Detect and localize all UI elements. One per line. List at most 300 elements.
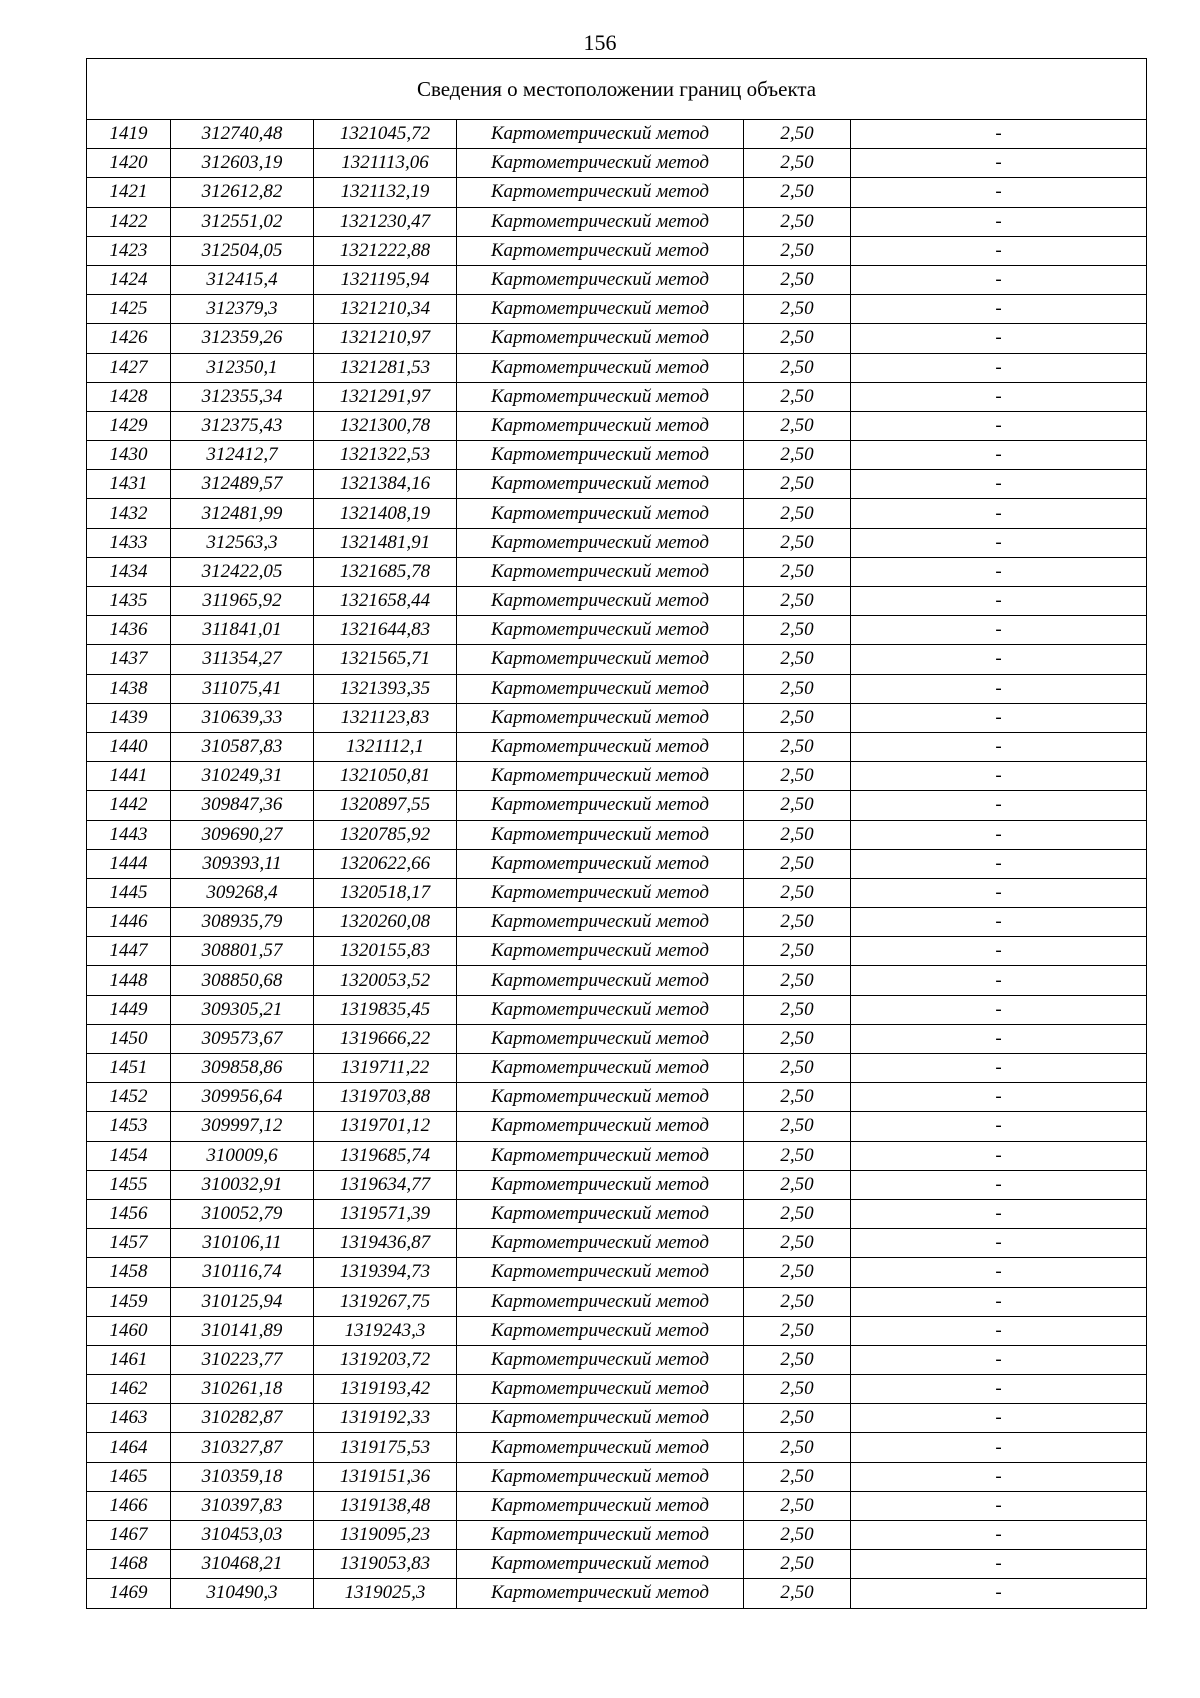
- point-number-cell: 1433: [87, 528, 171, 557]
- point-number-cell: 1462: [87, 1375, 171, 1404]
- y-coordinate-cell: 1320053,52: [314, 966, 457, 995]
- description-cell: -: [851, 937, 1147, 966]
- point-number-cell: 1458: [87, 1258, 171, 1287]
- y-coordinate-cell: 1319711,22: [314, 1054, 457, 1083]
- method-cell: Картометрический метод: [457, 324, 744, 353]
- point-number-cell: 1422: [87, 207, 171, 236]
- y-coordinate-cell: 1319151,36: [314, 1462, 457, 1491]
- accuracy-cell: 2,50: [744, 382, 851, 411]
- table-row: [87, 587, 1147, 616]
- accuracy-cell: 2,50: [744, 470, 851, 499]
- accuracy-cell: 2,50: [744, 1258, 851, 1287]
- description-cell: -: [851, 820, 1147, 849]
- point-number-cell: 1443: [87, 820, 171, 849]
- y-coordinate-cell: 1319835,45: [314, 995, 457, 1024]
- y-coordinate-cell: 1319025,3: [314, 1579, 457, 1608]
- description-cell: -: [851, 178, 1147, 207]
- x-coordinate-cell: 309690,27: [171, 820, 314, 849]
- method-cell: Картометрический метод: [457, 178, 744, 207]
- method-cell: Картометрический метод: [457, 441, 744, 470]
- point-number-cell: 1424: [87, 265, 171, 294]
- table-row: [87, 1199, 1147, 1228]
- y-coordinate-cell: 1319243,3: [314, 1316, 457, 1345]
- description-cell: -: [851, 966, 1147, 995]
- method-cell: Картометрический метод: [457, 1433, 744, 1462]
- accuracy-cell: 2,50: [744, 1316, 851, 1345]
- method-cell: Картометрический метод: [457, 382, 744, 411]
- x-coordinate-cell: 309573,67: [171, 1024, 314, 1053]
- method-cell: Картометрический метод: [457, 1141, 744, 1170]
- method-cell: Картометрический метод: [457, 849, 744, 878]
- point-number-cell: 1423: [87, 236, 171, 265]
- accuracy-cell: 2,50: [744, 324, 851, 353]
- x-coordinate-cell: 310116,74: [171, 1258, 314, 1287]
- table-row: [87, 207, 1147, 236]
- y-coordinate-cell: 1320260,08: [314, 908, 457, 937]
- description-cell: -: [851, 499, 1147, 528]
- accuracy-cell: 2,50: [744, 120, 851, 149]
- y-coordinate-cell: 1321685,78: [314, 557, 457, 586]
- description-cell: -: [851, 295, 1147, 324]
- description-cell: -: [851, 149, 1147, 178]
- description-cell: -: [851, 587, 1147, 616]
- x-coordinate-cell: 312563,3: [171, 528, 314, 557]
- point-number-cell: 1434: [87, 557, 171, 586]
- table-row: [87, 995, 1147, 1024]
- method-cell: Картометрический метод: [457, 236, 744, 265]
- y-coordinate-cell: 1320622,66: [314, 849, 457, 878]
- table-row: [87, 1462, 1147, 1491]
- table-row: [87, 1141, 1147, 1170]
- point-number-cell: 1465: [87, 1462, 171, 1491]
- table-row: [87, 966, 1147, 995]
- y-coordinate-cell: 1321210,34: [314, 295, 457, 324]
- table-row: [87, 411, 1147, 440]
- y-coordinate-cell: 1319192,33: [314, 1404, 457, 1433]
- x-coordinate-cell: 310223,77: [171, 1345, 314, 1374]
- table-row: [87, 528, 1147, 557]
- table-row: [87, 762, 1147, 791]
- method-cell: Картометрический метод: [457, 1229, 744, 1258]
- y-coordinate-cell: 1319701,12: [314, 1112, 457, 1141]
- description-cell: -: [851, 762, 1147, 791]
- point-number-cell: 1445: [87, 878, 171, 907]
- method-cell: Картометрический метод: [457, 1054, 744, 1083]
- accuracy-cell: 2,50: [744, 236, 851, 265]
- x-coordinate-cell: 312422,05: [171, 557, 314, 586]
- description-cell: -: [851, 236, 1147, 265]
- table-title-row: [87, 59, 1147, 120]
- accuracy-cell: 2,50: [744, 995, 851, 1024]
- method-cell: Картометрический метод: [457, 878, 744, 907]
- description-cell: -: [851, 207, 1147, 236]
- x-coordinate-cell: 310397,83: [171, 1491, 314, 1520]
- accuracy-cell: 2,50: [744, 732, 851, 761]
- description-cell: -: [851, 1112, 1147, 1141]
- y-coordinate-cell: 1319203,72: [314, 1345, 457, 1374]
- x-coordinate-cell: 310261,18: [171, 1375, 314, 1404]
- method-cell: Картометрический метод: [457, 353, 744, 382]
- method-cell: Картометрический метод: [457, 1316, 744, 1345]
- description-cell: -: [851, 1199, 1147, 1228]
- table-row: [87, 1491, 1147, 1520]
- point-number-cell: 1421: [87, 178, 171, 207]
- x-coordinate-cell: 308935,79: [171, 908, 314, 937]
- method-cell: Картометрический метод: [457, 674, 744, 703]
- y-coordinate-cell: 1320897,55: [314, 791, 457, 820]
- description-cell: -: [851, 1083, 1147, 1112]
- description-cell: -: [851, 265, 1147, 294]
- accuracy-cell: 2,50: [744, 762, 851, 791]
- description-cell: -: [851, 1141, 1147, 1170]
- y-coordinate-cell: 1320785,92: [314, 820, 457, 849]
- table-row: [87, 1229, 1147, 1258]
- y-coordinate-cell: 1320518,17: [314, 878, 457, 907]
- description-cell: -: [851, 908, 1147, 937]
- table-row: [87, 1521, 1147, 1550]
- description-cell: -: [851, 732, 1147, 761]
- x-coordinate-cell: 310052,79: [171, 1199, 314, 1228]
- point-number-cell: 1466: [87, 1491, 171, 1520]
- method-cell: Картометрический метод: [457, 1550, 744, 1579]
- method-cell: Картометрический метод: [457, 528, 744, 557]
- description-cell: -: [851, 1258, 1147, 1287]
- method-cell: Картометрический метод: [457, 587, 744, 616]
- description-cell: -: [851, 616, 1147, 645]
- description-cell: -: [851, 1521, 1147, 1550]
- y-coordinate-cell: 1321658,44: [314, 587, 457, 616]
- table-row: [87, 645, 1147, 674]
- point-number-cell: 1467: [87, 1521, 171, 1550]
- accuracy-cell: 2,50: [744, 1579, 851, 1608]
- accuracy-cell: 2,50: [744, 937, 851, 966]
- x-coordinate-cell: 309305,21: [171, 995, 314, 1024]
- y-coordinate-cell: 1319053,83: [314, 1550, 457, 1579]
- x-coordinate-cell: 312359,26: [171, 324, 314, 353]
- accuracy-cell: 2,50: [744, 1521, 851, 1550]
- method-cell: Картометрический метод: [457, 1170, 744, 1199]
- x-coordinate-cell: 309847,36: [171, 791, 314, 820]
- y-coordinate-cell: 1321112,1: [314, 732, 457, 761]
- point-number-cell: 1439: [87, 703, 171, 732]
- table-row: [87, 120, 1147, 149]
- method-cell: Картометрический метод: [457, 703, 744, 732]
- x-coordinate-cell: 309956,64: [171, 1083, 314, 1112]
- method-cell: Картометрический метод: [457, 149, 744, 178]
- description-cell: -: [851, 1462, 1147, 1491]
- x-coordinate-cell: 311965,92: [171, 587, 314, 616]
- x-coordinate-cell: 308850,68: [171, 966, 314, 995]
- point-number-cell: 1426: [87, 324, 171, 353]
- table-row: [87, 353, 1147, 382]
- point-number-cell: 1441: [87, 762, 171, 791]
- x-coordinate-cell: 312551,02: [171, 207, 314, 236]
- x-coordinate-cell: 308801,57: [171, 937, 314, 966]
- y-coordinate-cell: 1321644,83: [314, 616, 457, 645]
- x-coordinate-cell: 309858,86: [171, 1054, 314, 1083]
- description-cell: -: [851, 411, 1147, 440]
- table-row: [87, 1083, 1147, 1112]
- table-row: [87, 1287, 1147, 1316]
- y-coordinate-cell: 1321322,53: [314, 441, 457, 470]
- method-cell: Картометрический метод: [457, 265, 744, 294]
- y-coordinate-cell: 1319138,48: [314, 1491, 457, 1520]
- method-cell: Картометрический метод: [457, 645, 744, 674]
- table-row: [87, 382, 1147, 411]
- point-number-cell: 1438: [87, 674, 171, 703]
- method-cell: Картометрический метод: [457, 557, 744, 586]
- x-coordinate-cell: 310327,87: [171, 1433, 314, 1462]
- description-cell: -: [851, 1433, 1147, 1462]
- y-coordinate-cell: 1321195,94: [314, 265, 457, 294]
- point-number-cell: 1450: [87, 1024, 171, 1053]
- x-coordinate-cell: 310125,94: [171, 1287, 314, 1316]
- y-coordinate-cell: 1321210,97: [314, 324, 457, 353]
- description-cell: -: [851, 1054, 1147, 1083]
- point-number-cell: 1431: [87, 470, 171, 499]
- y-coordinate-cell: 1319703,88: [314, 1083, 457, 1112]
- method-cell: Картометрический метод: [457, 762, 744, 791]
- accuracy-cell: 2,50: [744, 908, 851, 937]
- description-cell: -: [851, 470, 1147, 499]
- description-cell: -: [851, 382, 1147, 411]
- table-row: [87, 470, 1147, 499]
- accuracy-cell: 2,50: [744, 178, 851, 207]
- description-cell: -: [851, 528, 1147, 557]
- x-coordinate-cell: 312412,7: [171, 441, 314, 470]
- x-coordinate-cell: 310639,33: [171, 703, 314, 732]
- method-cell: Картометрический метод: [457, 908, 744, 937]
- point-number-cell: 1428: [87, 382, 171, 411]
- x-coordinate-cell: 310249,31: [171, 762, 314, 791]
- accuracy-cell: 2,50: [744, 149, 851, 178]
- description-cell: -: [851, 1229, 1147, 1258]
- point-number-cell: 1461: [87, 1345, 171, 1374]
- point-number-cell: 1464: [87, 1433, 171, 1462]
- point-number-cell: 1468: [87, 1550, 171, 1579]
- x-coordinate-cell: 312350,1: [171, 353, 314, 382]
- point-number-cell: 1432: [87, 499, 171, 528]
- accuracy-cell: 2,50: [744, 411, 851, 440]
- x-coordinate-cell: 312740,48: [171, 120, 314, 149]
- x-coordinate-cell: 310032,91: [171, 1170, 314, 1199]
- accuracy-cell: 2,50: [744, 1083, 851, 1112]
- accuracy-cell: 2,50: [744, 966, 851, 995]
- description-cell: -: [851, 703, 1147, 732]
- table-row: [87, 937, 1147, 966]
- point-number-cell: 1455: [87, 1170, 171, 1199]
- accuracy-cell: 2,50: [744, 528, 851, 557]
- description-cell: -: [851, 1404, 1147, 1433]
- table-row: [87, 149, 1147, 178]
- description-cell: -: [851, 1024, 1147, 1053]
- table-row: [87, 908, 1147, 937]
- accuracy-cell: 2,50: [744, 1170, 851, 1199]
- point-number-cell: 1457: [87, 1229, 171, 1258]
- description-cell: -: [851, 791, 1147, 820]
- method-cell: Картометрический метод: [457, 207, 744, 236]
- point-number-cell: 1429: [87, 411, 171, 440]
- point-number-cell: 1456: [87, 1199, 171, 1228]
- y-coordinate-cell: 1321123,83: [314, 703, 457, 732]
- method-cell: Картометрический метод: [457, 499, 744, 528]
- y-coordinate-cell: 1321300,78: [314, 411, 457, 440]
- description-cell: -: [851, 1345, 1147, 1374]
- accuracy-cell: 2,50: [744, 791, 851, 820]
- method-cell: Картометрический метод: [457, 1083, 744, 1112]
- method-cell: Картометрический метод: [457, 1521, 744, 1550]
- x-coordinate-cell: 312489,57: [171, 470, 314, 499]
- method-cell: Картометрический метод: [457, 295, 744, 324]
- x-coordinate-cell: 310490,3: [171, 1579, 314, 1608]
- method-cell: Картометрический метод: [457, 1287, 744, 1316]
- accuracy-cell: 2,50: [744, 1550, 851, 1579]
- method-cell: Картометрический метод: [457, 1491, 744, 1520]
- description-cell: -: [851, 995, 1147, 1024]
- accuracy-cell: 2,50: [744, 703, 851, 732]
- description-cell: -: [851, 1287, 1147, 1316]
- table-row: [87, 499, 1147, 528]
- x-coordinate-cell: 312355,34: [171, 382, 314, 411]
- y-coordinate-cell: 1319394,73: [314, 1258, 457, 1287]
- y-coordinate-cell: 1319685,74: [314, 1141, 457, 1170]
- method-cell: Картометрический метод: [457, 1112, 744, 1141]
- x-coordinate-cell: 310359,18: [171, 1462, 314, 1491]
- method-cell: Картометрический метод: [457, 1258, 744, 1287]
- y-coordinate-cell: 1319095,23: [314, 1521, 457, 1550]
- y-coordinate-cell: 1321222,88: [314, 236, 457, 265]
- y-coordinate-cell: 1319571,39: [314, 1199, 457, 1228]
- point-number-cell: 1427: [87, 353, 171, 382]
- accuracy-cell: 2,50: [744, 1229, 851, 1258]
- point-number-cell: 1454: [87, 1141, 171, 1170]
- description-cell: -: [851, 1550, 1147, 1579]
- description-cell: -: [851, 324, 1147, 353]
- y-coordinate-cell: 1321384,16: [314, 470, 457, 499]
- accuracy-cell: 2,50: [744, 441, 851, 470]
- x-coordinate-cell: 311075,41: [171, 674, 314, 703]
- point-number-cell: 1444: [87, 849, 171, 878]
- point-number-cell: 1451: [87, 1054, 171, 1083]
- table-row: [87, 1258, 1147, 1287]
- y-coordinate-cell: 1319193,42: [314, 1375, 457, 1404]
- description-cell: -: [851, 557, 1147, 586]
- x-coordinate-cell: 312603,19: [171, 149, 314, 178]
- description-cell: -: [851, 849, 1147, 878]
- table-row: [87, 1112, 1147, 1141]
- method-cell: Картометрический метод: [457, 1024, 744, 1053]
- y-coordinate-cell: 1321050,81: [314, 762, 457, 791]
- method-cell: Картометрический метод: [457, 1404, 744, 1433]
- table-row: [87, 178, 1147, 207]
- table-row: [87, 791, 1147, 820]
- point-number-cell: 1419: [87, 120, 171, 149]
- point-number-cell: 1459: [87, 1287, 171, 1316]
- method-cell: Картометрический метод: [457, 616, 744, 645]
- point-number-cell: 1440: [87, 732, 171, 761]
- x-coordinate-cell: 312379,3: [171, 295, 314, 324]
- x-coordinate-cell: 311354,27: [171, 645, 314, 674]
- accuracy-cell: 2,50: [744, 849, 851, 878]
- x-coordinate-cell: 310141,89: [171, 1316, 314, 1345]
- x-coordinate-cell: 310587,83: [171, 732, 314, 761]
- table-row: [87, 295, 1147, 324]
- table-row: [87, 1054, 1147, 1083]
- y-coordinate-cell: 1321132,19: [314, 178, 457, 207]
- y-coordinate-cell: 1319175,53: [314, 1433, 457, 1462]
- accuracy-cell: 2,50: [744, 1345, 851, 1374]
- point-number-cell: 1460: [87, 1316, 171, 1345]
- accuracy-cell: 2,50: [744, 1112, 851, 1141]
- method-cell: Картометрический метод: [457, 120, 744, 149]
- table-row: [87, 265, 1147, 294]
- accuracy-cell: 2,50: [744, 265, 851, 294]
- x-coordinate-cell: 310282,87: [171, 1404, 314, 1433]
- description-cell: -: [851, 1170, 1147, 1199]
- table-row: [87, 849, 1147, 878]
- method-cell: Картометрический метод: [457, 791, 744, 820]
- method-cell: Картометрический метод: [457, 1345, 744, 1374]
- method-cell: Картометрический метод: [457, 937, 744, 966]
- x-coordinate-cell: 310106,11: [171, 1229, 314, 1258]
- accuracy-cell: 2,50: [744, 1375, 851, 1404]
- table-row: [87, 1316, 1147, 1345]
- x-coordinate-cell: 312612,82: [171, 178, 314, 207]
- table-title: Сведения о местоположении границ объекта: [87, 59, 1147, 120]
- table-row: [87, 441, 1147, 470]
- table-row: [87, 557, 1147, 586]
- method-cell: Картометрический метод: [457, 732, 744, 761]
- accuracy-cell: 2,50: [744, 1433, 851, 1462]
- table-row: [87, 820, 1147, 849]
- accuracy-cell: 2,50: [744, 1199, 851, 1228]
- method-cell: Картометрический метод: [457, 995, 744, 1024]
- x-coordinate-cell: 309393,11: [171, 849, 314, 878]
- x-coordinate-cell: 312504,05: [171, 236, 314, 265]
- y-coordinate-cell: 1321113,06: [314, 149, 457, 178]
- point-number-cell: 1447: [87, 937, 171, 966]
- method-cell: Картометрический метод: [457, 1579, 744, 1608]
- table-row: [87, 674, 1147, 703]
- point-number-cell: 1452: [87, 1083, 171, 1112]
- point-number-cell: 1448: [87, 966, 171, 995]
- accuracy-cell: 2,50: [744, 557, 851, 586]
- description-cell: -: [851, 1579, 1147, 1608]
- point-number-cell: 1463: [87, 1404, 171, 1433]
- table-row: [87, 703, 1147, 732]
- method-cell: Картометрический метод: [457, 1199, 744, 1228]
- table-row: [87, 236, 1147, 265]
- table-row: [87, 878, 1147, 907]
- description-cell: -: [851, 1375, 1147, 1404]
- point-number-cell: 1469: [87, 1579, 171, 1608]
- point-number-cell: 1436: [87, 616, 171, 645]
- description-cell: -: [851, 645, 1147, 674]
- y-coordinate-cell: 1321481,91: [314, 528, 457, 557]
- point-number-cell: 1435: [87, 587, 171, 616]
- x-coordinate-cell: 310453,03: [171, 1521, 314, 1550]
- description-cell: -: [851, 1316, 1147, 1345]
- accuracy-cell: 2,50: [744, 645, 851, 674]
- table-row: [87, 616, 1147, 645]
- accuracy-cell: 2,50: [744, 295, 851, 324]
- y-coordinate-cell: 1321393,35: [314, 674, 457, 703]
- x-coordinate-cell: 312415,4: [171, 265, 314, 294]
- accuracy-cell: 2,50: [744, 616, 851, 645]
- table-row: [87, 324, 1147, 353]
- table-row: [87, 732, 1147, 761]
- method-cell: Картометрический метод: [457, 411, 744, 440]
